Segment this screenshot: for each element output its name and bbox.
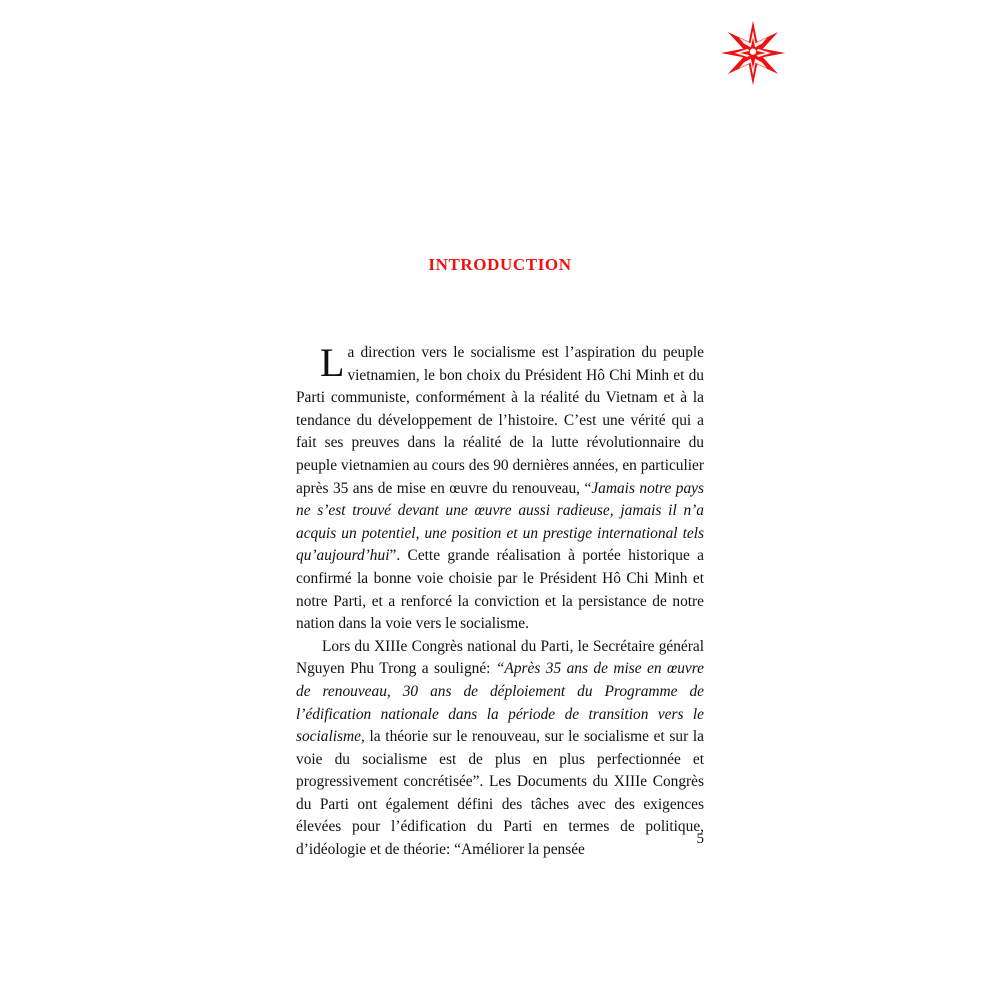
drop-cap: L	[320, 340, 345, 385]
page-title: INTRODUCTION	[428, 255, 572, 274]
red-star-emblem-icon	[718, 18, 788, 88]
paragraph-2	[296, 636, 704, 862]
paragraph-1-quote-italic: Jamais notre pays ne s’est trouvé devant une œuvre aussi radieuse, jamais il n’a acquis un potentiel, une position et un prestige international tels qu’aujourd’hui	[296, 479, 704, 565]
paragraph-1	[296, 342, 704, 636]
paragraph-1-segment-3: ”. Cette grande réalisation à portée historique a confirmé la bonne voie choisie par le Président Hô Chi Minh et notre Parti, et a renforcé la conviction et la persistance de notre nation dans la voie vers le socialisme.	[296, 547, 704, 633]
paragraph-2-segment-1: Lors du XIIIe Congrès national du Parti, le Secrétaire général Nguyen Phu Trong a souligné:	[296, 637, 704, 678]
page-number: 5	[696, 831, 704, 847]
paragraph-2-segment-3: la théorie sur le renouveau, sur le socialisme et sur la voie du socialisme est de plus en plus perfectionnée et progressivement concrétisée”. Les Documents du XIIIe Congrès du Parti ont également défini des tâches avec des exigences élevées pour l’édification du Parti en termes de politique, d’idéologie et de théorie: “Améliorer la pensée	[296, 728, 704, 859]
body-text-column	[296, 342, 704, 862]
paragraph-1-segment-1: a direction vers le socialisme est l’aspiration du peuple vietnamien, le bon choix du Président Hô Chi Minh et du Parti communiste, conformément à la réalité du Vietnam et à la tendance du développement de l’histoire. C’est une vérité qui a fait ses preuves dans la réalité de la lutte révolutionnaire du peuple vietnamien au cours des 90 dernières années, en particulier après 35 ans de mise en œuvre du renouveau, “	[296, 344, 704, 497]
paragraph-2-quote-italic: “Après 35 ans de mise en œuvre de renouveau, 30 ans de déploiement du Programme de l’édification nationale dans la période de transition vers le socialisme,	[296, 660, 704, 746]
